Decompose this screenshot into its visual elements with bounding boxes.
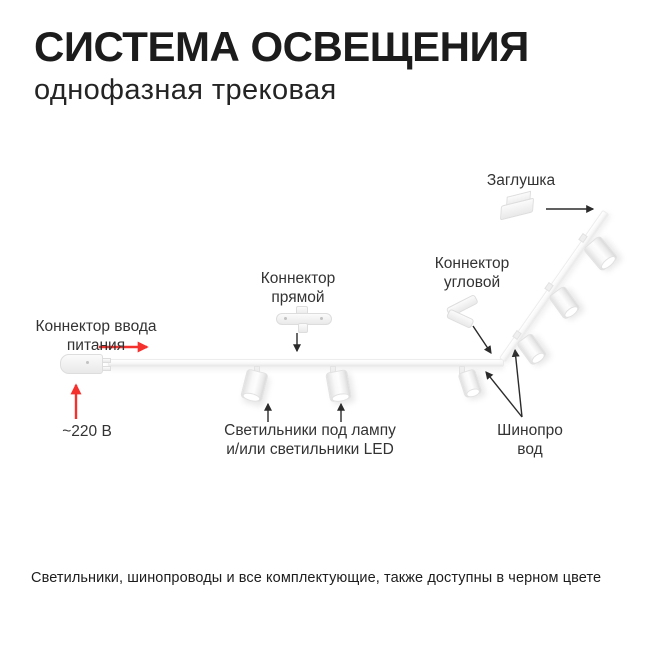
label-end-cap — [487, 171, 555, 190]
spotlight-lens — [599, 254, 618, 272]
power-connector-prong — [102, 358, 111, 363]
power-connector-prong — [102, 366, 111, 371]
label-line: вод — [517, 441, 543, 458]
track-horizontal — [108, 359, 504, 367]
label-line: угловой — [443, 274, 501, 291]
screw-dot — [86, 361, 89, 364]
spotlight-lens — [331, 392, 350, 403]
end-cap-graphic — [500, 198, 534, 221]
power-input-connector-graphic — [60, 354, 103, 374]
footer-note: Светильники, шинопроводы и все комплектующие, также доступны в черном цвете — [31, 570, 602, 586]
track-arrow-horizontal — [486, 372, 522, 417]
spotlight-lens — [242, 391, 261, 403]
spotlight — [457, 368, 482, 398]
corner-connector-arrow — [473, 326, 491, 353]
label-line: прямой — [271, 289, 325, 306]
label-power-connector — [35, 317, 156, 355]
page-subtitle: однофазная трековая — [34, 74, 337, 107]
label-line: и/или светильники LED — [226, 441, 394, 458]
label-line: Заглушка — [486, 172, 556, 189]
page-title: СИСТЕМА ОСВЕЩЕНИЯ — [34, 23, 529, 70]
straight-connector-tab — [298, 323, 308, 333]
header — [34, 24, 529, 108]
label-voltage — [62, 422, 112, 441]
label-line: Шинопро — [497, 422, 563, 439]
spotlight-lens — [530, 351, 547, 366]
screw-dot — [320, 317, 323, 320]
label-line: Коннектор ввода — [35, 318, 157, 335]
label-corner-connector — [435, 254, 510, 292]
spotlight-lens — [465, 387, 481, 399]
label-line: питания — [66, 337, 126, 354]
track-diagonal — [499, 210, 609, 363]
track-arrow-diagonal — [515, 350, 522, 417]
label-straight-connector — [261, 269, 336, 307]
label-line: ~220 В — [62, 423, 112, 440]
label-line: Коннектор — [434, 255, 510, 272]
spotlight — [240, 368, 269, 402]
label-line: Коннектор — [260, 270, 336, 287]
footer — [31, 570, 601, 586]
screw-dot — [284, 317, 287, 320]
label-fixtures — [224, 421, 396, 459]
label-line: Светильники под лампу — [224, 422, 396, 439]
spotlight — [325, 369, 352, 402]
label-track — [497, 421, 563, 459]
spotlight-lens — [562, 304, 580, 320]
